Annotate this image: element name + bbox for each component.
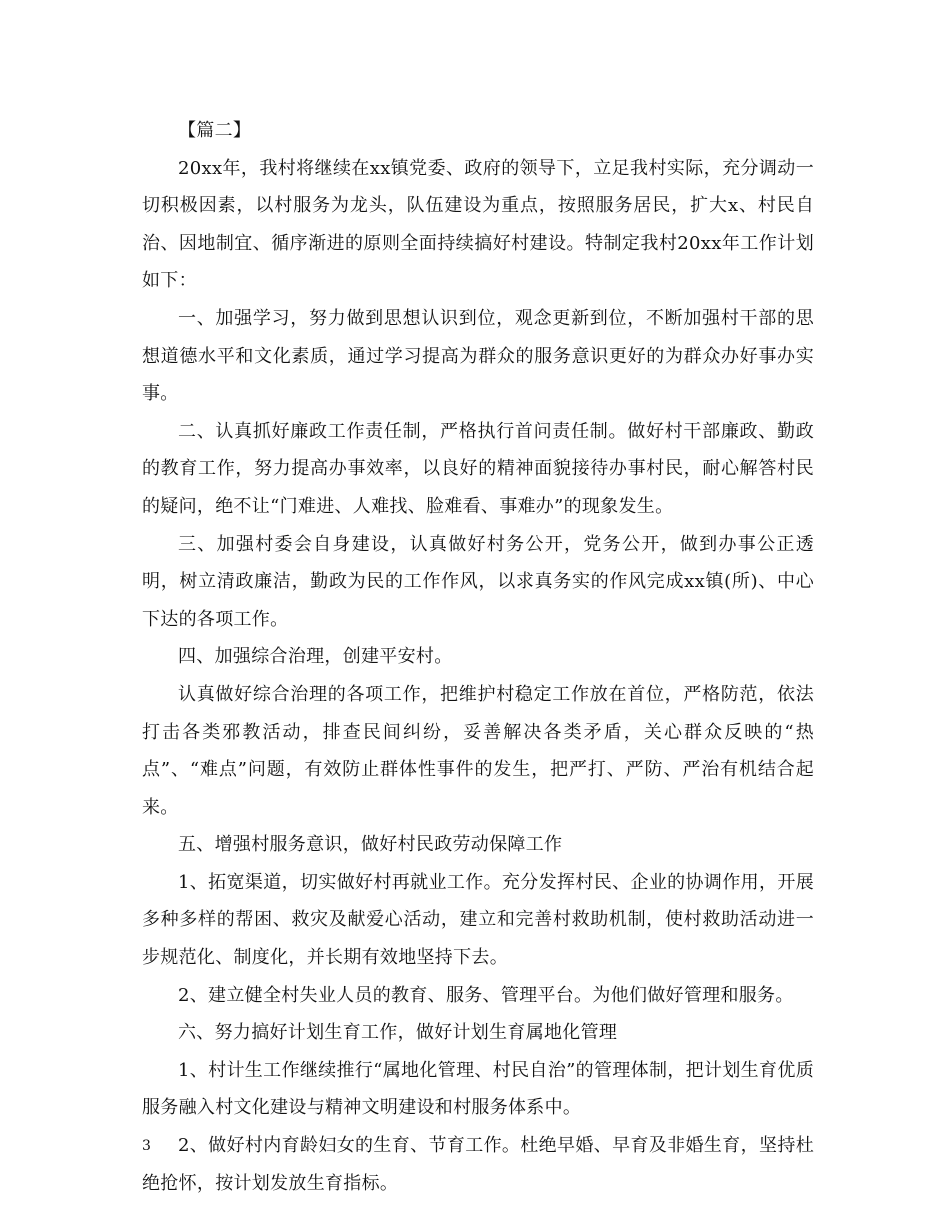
section-heading: 【篇二】 <box>178 120 252 141</box>
plan-item-6-sub-2: 2、做好村内育龄妇女的生育、节育工作。杜绝早婚、早育及非婚生育，坚持杜绝抢怀，按计划发放生育指标。 <box>142 1135 814 1194</box>
plan-item-3: 三、加强村委会自身建设，认真做好村务公开，党务公开，做到办事公正透明，树立清政廉洁，勤政为民的工作作风，以求真务实的作风完成xx镇(所)、中心下达的各项工作。 <box>142 533 814 630</box>
plan-item-6-heading: 六、努力搞好计划生育工作，做好计划生育属地化管理 <box>178 1022 618 1044</box>
document-body <box>142 112 814 1202</box>
page-number: 3 <box>142 1138 151 1154</box>
plan-item-5-sub-1: 1、拓宽渠道，切实做好村再就业工作。充分发挥村民、企业的协调作用，开展多种多样的帮困、救灾及献爱心活动，建立和完善村救助机制，使村救助活动进一步规范化、制度化，并长期有效地坚持下去。 <box>142 871 814 969</box>
plan-item-6-sub-1: 1、村计生工作继续推行“属地化管理、村民自治”的管理体制，把计划生育优质服务融入村文化建设与精神文明建设和村服务体系中。 <box>142 1059 814 1119</box>
plan-item-1: 一、加强学习，努力做到思想认识到位，观念更新到位，不断加强村干部的思想道德水平和文化素质，通过学习提高为群众的服务意识更好的为群众办好事办实事。 <box>142 307 814 405</box>
plan-item-4-body: 认真做好综合治理的各项工作，把维护村稳定工作放在首位，严格防范，依法打击各类邪教活动，排查民间纠纷，妥善解决各类矛盾，关心群众反映的“热点”、“难点”问题，有效防止群体性事件的发生，把严打、严防、严治有机结合起来。 <box>142 683 814 818</box>
plan-item-4-heading: 四、加强综合治理，创建平安村。 <box>178 646 453 668</box>
plan-item-5-heading: 五、增强村服务意识，做好村民政劳动保障工作 <box>178 834 563 856</box>
plan-item-5-sub-2: 2、建立健全村失业人员的教育、服务、管理平台。为他们做好管理和服务。 <box>178 984 794 1006</box>
plan-item-2: 二、认真抓好廉政工作责任制，严格执行首问责任制。做好村干部廉政、勤政的教育工作，努力提高办事效率，以良好的精神面貌接待办事村民，耐心解答村民的疑问，绝不让“门难进、人难找、脸难看、事难办”的现象发生。 <box>142 420 814 517</box>
intro-paragraph: 20xx年，我村将继续在xx镇党委、政府的领导下，立足我村实际，充分调动一切积极因素，以村服务为龙头，队伍建设为重点，按照服务居民，扩大x、村民自治、因地制宜、循序渐进的原则全面持续搞好村建设。特制定我村20xx年工作计划如下： <box>142 157 814 292</box>
